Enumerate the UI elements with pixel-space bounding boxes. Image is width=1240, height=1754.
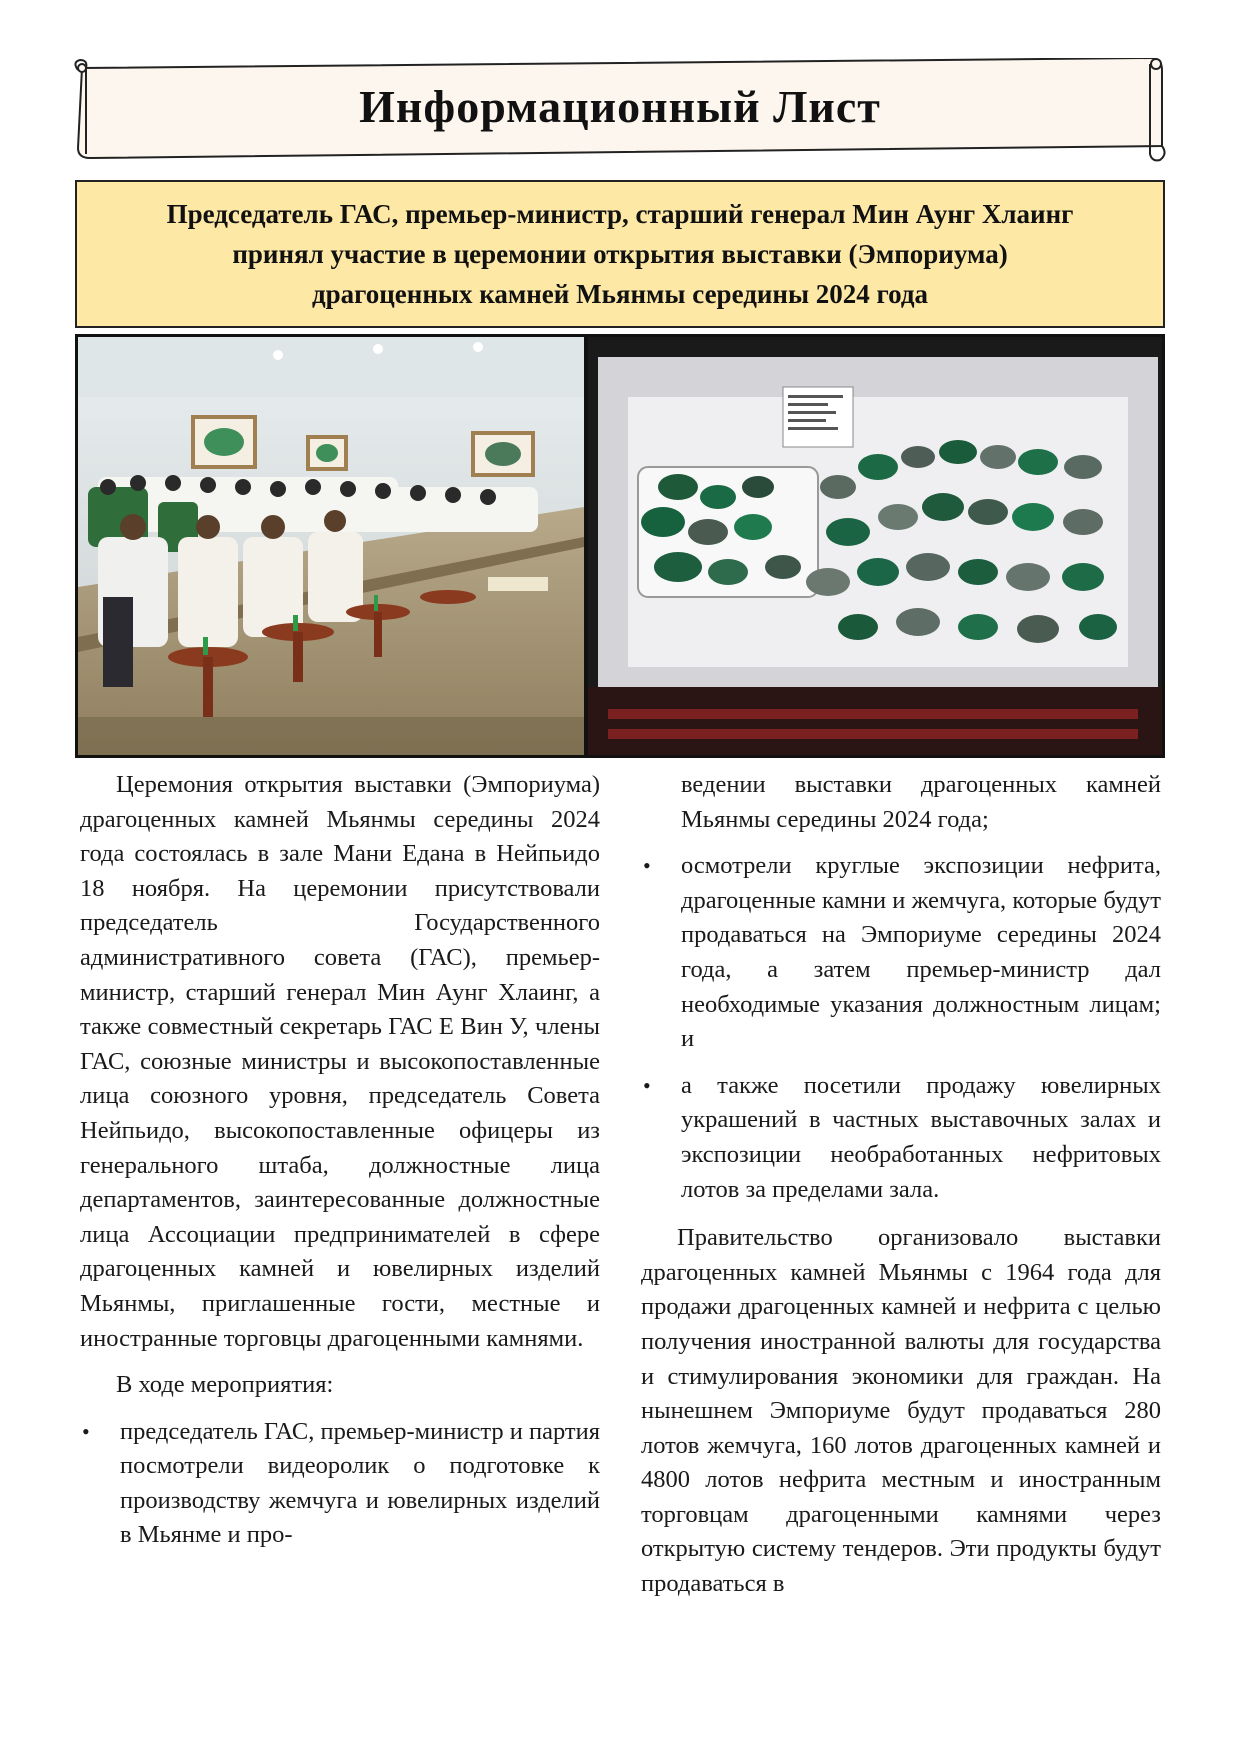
right-text-column	[641, 768, 1161, 1602]
headline-line: Председатель ГАС, премьер-министр, старший генерал Мин Аунг Хлаинг	[166, 199, 1074, 229]
list-item: • председатель ГАС, премьер-министр и партия посмотрели видеоролик о подготовке к производству жемчуга и ювелирных изделий в Мьянме и про-	[80, 1415, 600, 1553]
ceremony-audience-photo	[78, 337, 584, 755]
page-title: Информационный Лист	[359, 81, 881, 132]
left-text-column	[80, 768, 600, 1553]
photo-strip	[75, 334, 1165, 758]
events-list	[80, 1415, 600, 1553]
headline-box	[75, 180, 1165, 328]
jade-lots-photo	[588, 337, 1162, 755]
title-scroll-banner	[70, 58, 1170, 168]
intro-paragraph: Церемония открытия выставки (Эмпориума) драгоценных камней Мьянмы середины 2024 года состоялась в зале Мани Едана в Нейпьидо 18 ноября. На церемонии присутствовали председатель Государственного административного совета (ГАС), премьер-министр, старший генерал Мин Аунг Хлаинг, а также совместный секретарь ГАС Е Вин У, члены ГАС, союзные министры и высокопоставленные лица союзного уровня, председатель Совета Нейпьидо, высокопоставленные офицеры из генерального штаба, должностные лица департаментов, заинтересованные должностные лица Ассоциации предпринимателей в сфере драгоценных камней и ювелирных изделий Мьянмы, приглашенные гости, местные и иностранные торговцы драгоценными камнями.	[80, 771, 600, 1352]
events-list-continued	[641, 768, 1161, 1207]
list-item: ведении выставки драгоценных камней Мьянмы середины 2024 года;	[681, 771, 1161, 833]
closing-paragraph: Правительство организовало выставки драгоценных камней Мьянмы с 1964 года для продажи драгоценных камней и нефрита с целью получения иностранной валюты для государства и стимулирования экономики для граждан. На нынешнем Эмпориуме будут продаваться 280 лотов жемчуга, 160 лотов драгоценных камней и 4800 лотов нефрита местным и иностранным торговцам драгоценными камнями через открытую систему тендеров. Эти продукты будут продаваться в	[641, 1224, 1161, 1598]
headline-line: принял участие в церемонии открытия выставки (Эмпориума)	[232, 239, 1008, 269]
list-item: • осмотрели круглые экспозиции нефрита, драгоценные камни и жемчуга, которые будут продаваться на Эмпориуме середины 2024 года, а затем премьер-министр дал необходимые указания должностным лицам; и	[641, 849, 1161, 1057]
list-item: • а также посетили продажу ювелирных украшений в частных выставочных залах и экспозиции необработанных нефритовых лотов за пределами зала.	[641, 1069, 1161, 1207]
events-heading: В ходе мероприятия:	[116, 1371, 334, 1399]
headline-line: драгоценных камней Мьянмы середины 2024 года	[311, 279, 929, 309]
